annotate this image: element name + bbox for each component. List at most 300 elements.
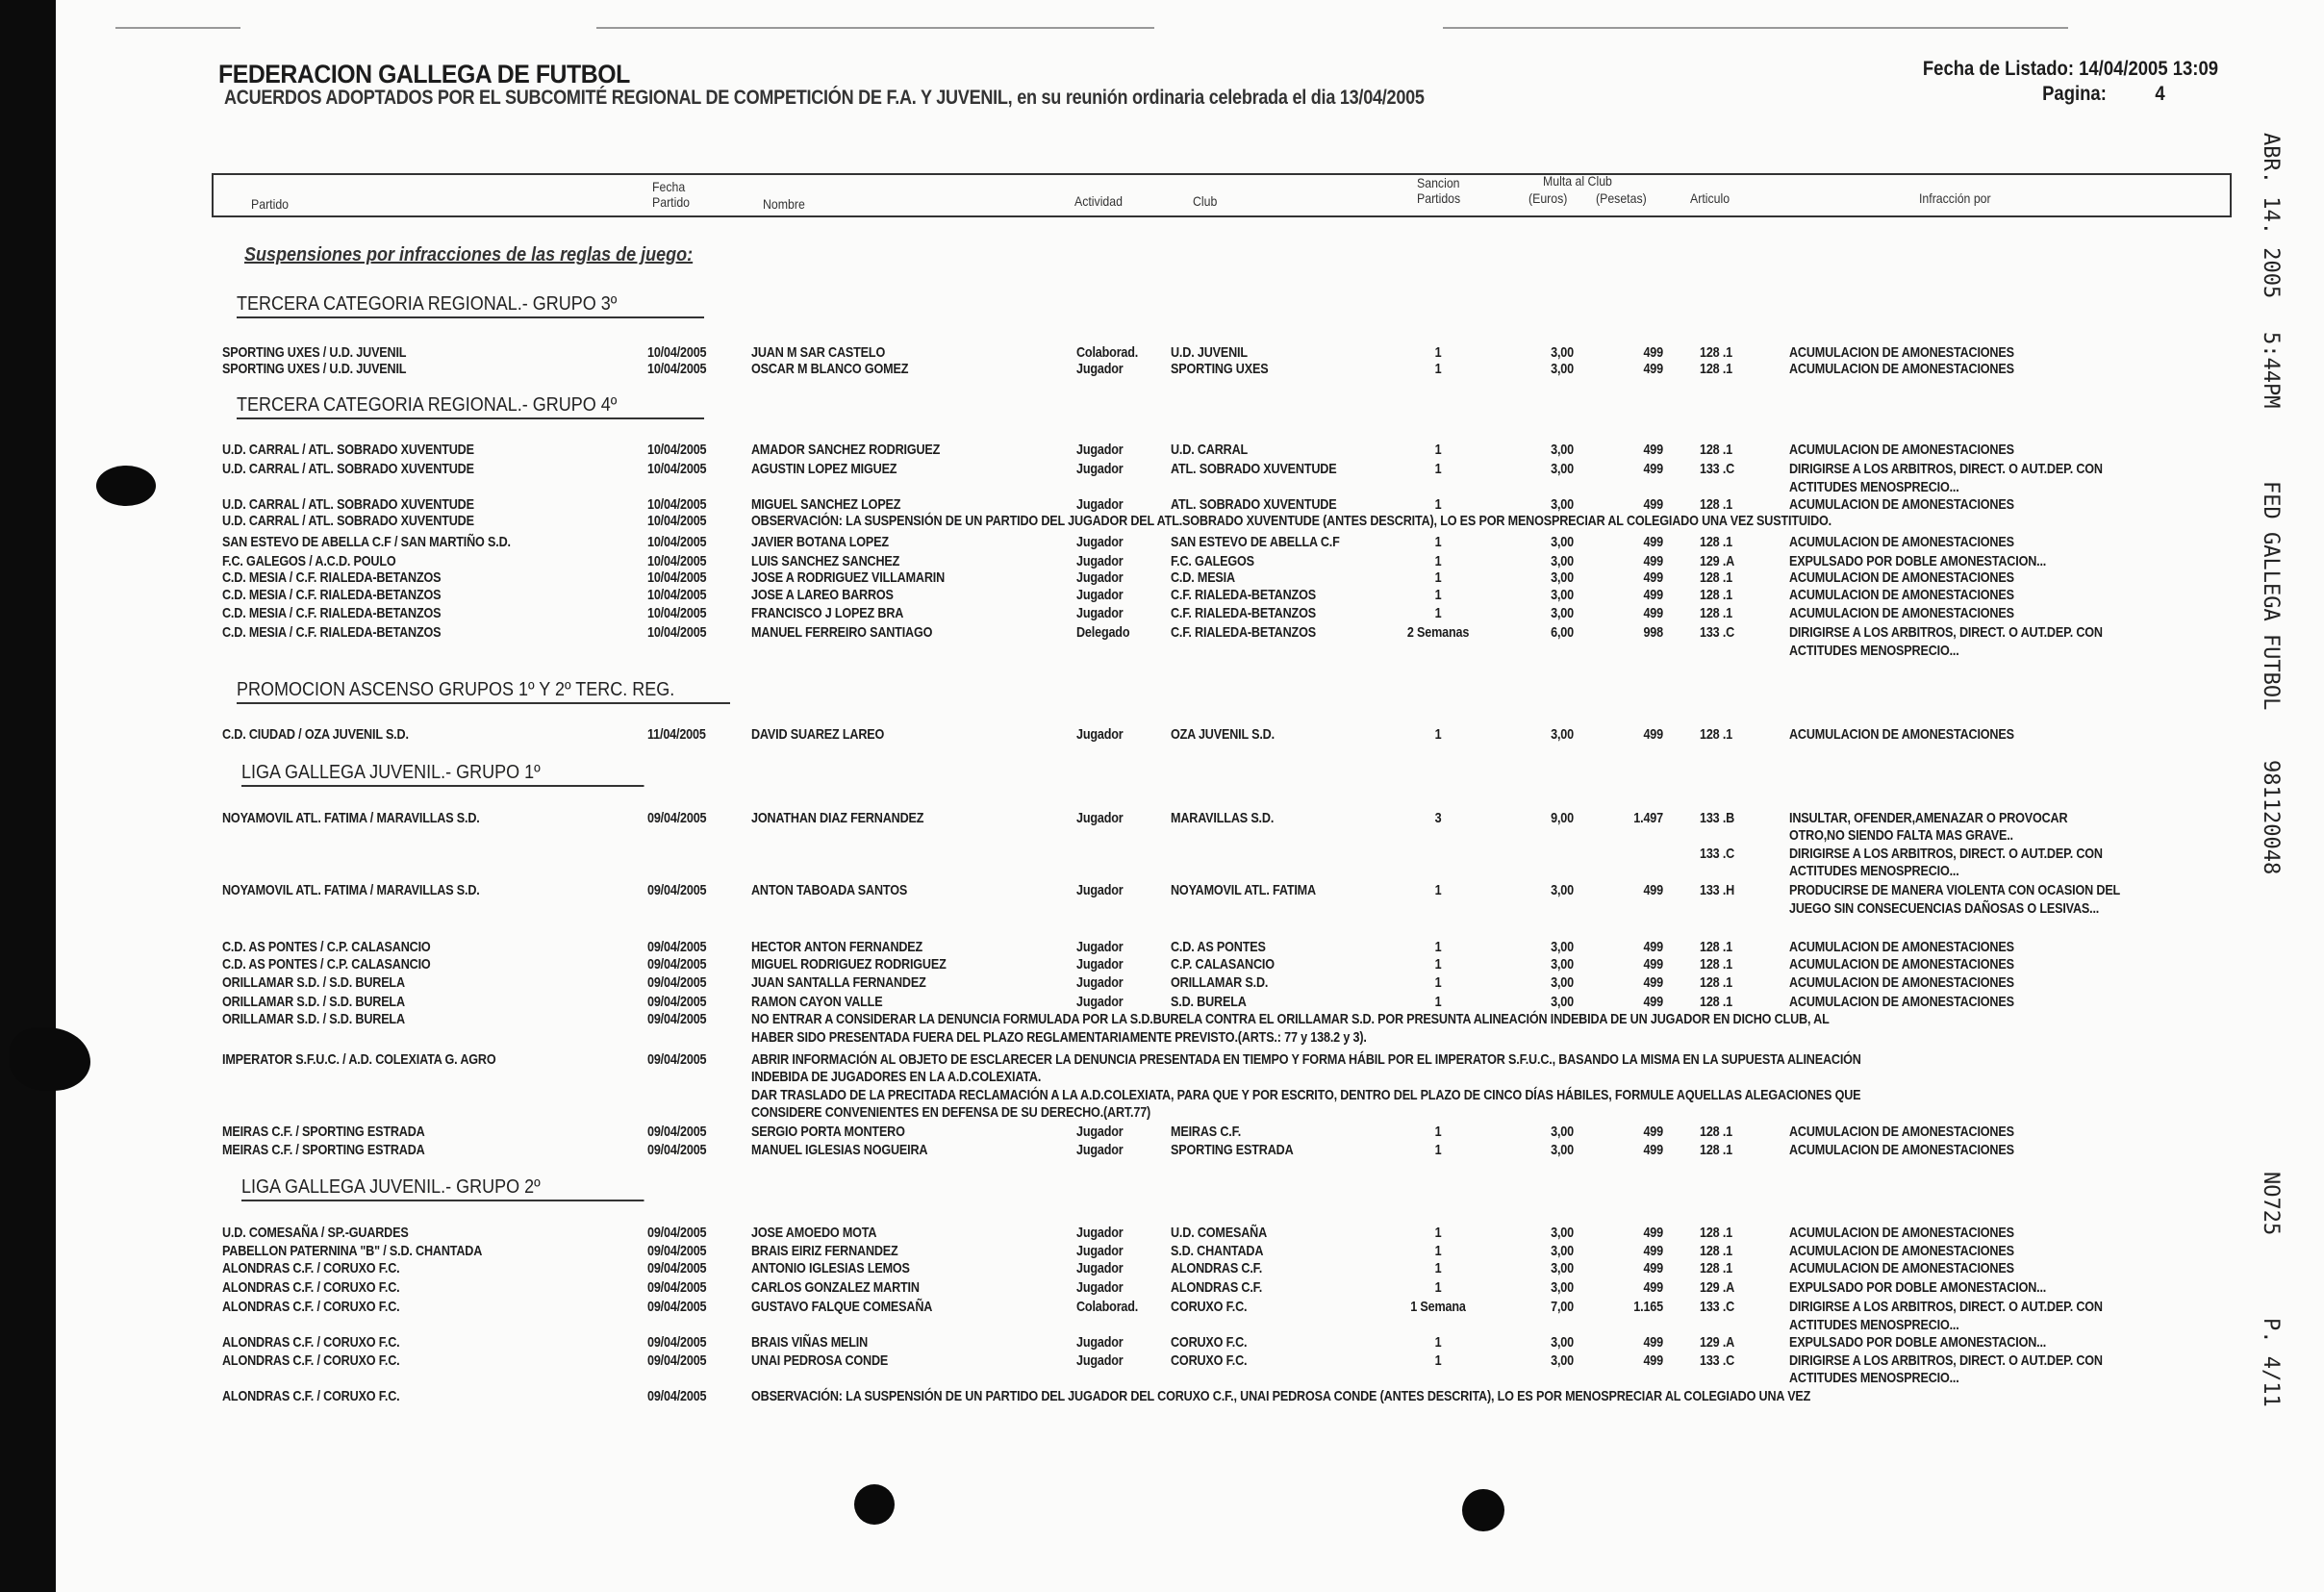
row-infraccion: ACTITUDES MENOSPRECIO... — [1789, 1370, 1959, 1387]
row-sancion: 1 — [1434, 1260, 1442, 1277]
row-multa-pesetas: 499 — [1643, 442, 1663, 459]
row-sancion: 1 — [1434, 1242, 1442, 1259]
row-multa-euros: 3,00 — [1551, 938, 1574, 955]
col-euros: (Euros) — [1528, 190, 1568, 206]
row-infraccion: ACUMULACION DE AMONESTACIONES — [1789, 938, 2014, 955]
row-fecha: 09/04/2005 — [647, 1242, 707, 1259]
row-infraccion: ACUMULACION DE AMONESTACIONES — [1789, 442, 2014, 459]
row-multa-pesetas: 499 — [1643, 1225, 1663, 1242]
group-title: LIGA GALLEGA JUVENIL.- GRUPO 2º — [241, 1176, 644, 1201]
row-multa-pesetas: 499 — [1643, 587, 1663, 604]
row-infraccion: ACUMULACION DE AMONESTACIONES — [1789, 496, 2014, 514]
row-fecha: 09/04/2005 — [647, 1050, 707, 1068]
col-fecha-partido: Partido — [652, 194, 691, 210]
row-partido: U.D. CARRAL / ATL. SOBRADO XUVENTUDE — [222, 442, 474, 459]
row-infraccion: DIRIGIRSE A LOS ARBITROS, DIRECT. O AUT.DEP. CON — [1789, 845, 2103, 862]
row-partido: U.D. CARRAL / ATL. SOBRADO XUVENTUDE — [222, 461, 474, 478]
row-actividad: Jugador — [1076, 461, 1124, 478]
row-sancion: 1 — [1434, 442, 1442, 459]
row-sancion: 1 — [1434, 1352, 1442, 1369]
row-actividad: Jugador — [1076, 553, 1124, 570]
row-articulo: 128 .1 — [1700, 938, 1733, 955]
row-partido: MEIRAS C.F. / SPORTING ESTRADA — [222, 1124, 425, 1141]
row-sancion: 1 — [1434, 938, 1442, 955]
row-multa-euros: 3,00 — [1551, 534, 1574, 550]
row-sancion: 1 — [1434, 1279, 1442, 1297]
row-partido: U.D. COMESAÑA / SP.-GUARDES — [222, 1225, 409, 1242]
row-infraccion: ACUMULACION DE AMONESTACIONES — [1789, 973, 2014, 991]
row-actividad: Jugador — [1076, 809, 1124, 826]
row-articulo: 128 .1 — [1700, 1242, 1733, 1259]
row-fecha: 10/04/2005 — [647, 461, 707, 478]
row-nombre: SERGIO PORTA MONTERO — [751, 1124, 905, 1141]
row-partido: ALONDRAS C.F. / CORUXO F.C. — [222, 1299, 400, 1316]
row-multa-pesetas: 1.165 — [1633, 1299, 1663, 1316]
row-actividad: Delegado — [1076, 624, 1130, 641]
row-fecha: 09/04/2005 — [647, 993, 707, 1010]
fax-page: P. 4/11 — [2259, 1318, 2283, 1407]
row-fecha: 09/04/2005 — [647, 809, 707, 826]
row-infraccion: DIRIGIRSE A LOS ARBITROS, DIRECT. O AUT.DEP. CON — [1789, 624, 2103, 641]
fax-number: 981120048 — [2259, 760, 2283, 875]
row-infraccion: EXPULSADO POR DOBLE AMONESTACION... — [1789, 1279, 2047, 1297]
row-infraccion: ACTITUDES MENOSPRECIO... — [1789, 1316, 1959, 1333]
row-multa-euros: 3,00 — [1551, 726, 1574, 744]
row-observation: DAR TRASLADO DE LA PRECITADA RECLAMACIÓN A LA A.D.COLEXIATA, PARA QUE Y POR ESCRITO, DENTRO DEL PLAZO DE CINCO DÍAS HÁBILES, FORMULE AQUELLAS ALEGACIONES QUE — [751, 1086, 1861, 1103]
row-infraccion: OTRO,NO SIENDO FALTA MAS GRAVE.. — [1789, 827, 2013, 845]
row-sancion: 1 — [1434, 496, 1442, 514]
row-multa-pesetas: 499 — [1643, 938, 1663, 955]
row-multa-euros: 3,00 — [1551, 587, 1574, 604]
fax-date: ABR. 14. 2005 — [2259, 133, 2283, 299]
row-club: C.P. CALASANCIO — [1171, 956, 1275, 973]
col-partido: Partido — [251, 196, 290, 212]
row-club: S.D. CHANTADA — [1171, 1242, 1264, 1259]
row-articulo: 133 .C — [1700, 1299, 1735, 1316]
row-fecha: 09/04/2005 — [647, 956, 707, 973]
row-actividad: Jugador — [1076, 1124, 1124, 1141]
row-fecha: 10/04/2005 — [647, 513, 707, 530]
row-infraccion: ACUMULACION DE AMONESTACIONES — [1789, 343, 2014, 361]
row-sancion: 1 — [1434, 587, 1442, 604]
row-articulo: 128 .1 — [1700, 496, 1733, 514]
row-multa-pesetas: 499 — [1643, 1124, 1663, 1141]
row-infraccion: ACUMULACION DE AMONESTACIONES — [1789, 569, 2014, 586]
row-articulo: 129 .A — [1700, 1334, 1735, 1352]
row-actividad: Jugador — [1076, 993, 1124, 1010]
row-sancion: 1 — [1434, 993, 1442, 1010]
row-sancion: 1 — [1434, 726, 1442, 744]
row-infraccion: ACUMULACION DE AMONESTACIONES — [1789, 587, 2014, 604]
row-articulo: 129 .A — [1700, 1279, 1735, 1297]
row-articulo: 128 .1 — [1700, 360, 1733, 377]
row-fecha: 10/04/2005 — [647, 534, 707, 550]
row-multa-pesetas: 499 — [1643, 993, 1663, 1010]
row-infraccion: ACUMULACION DE AMONESTACIONES — [1789, 726, 2014, 744]
row-actividad: Jugador — [1076, 938, 1124, 955]
row-articulo: 133 .C — [1700, 461, 1735, 478]
row-fecha: 09/04/2005 — [647, 882, 707, 899]
row-club: C.D. MESIA — [1171, 569, 1235, 586]
row-actividad: Jugador — [1076, 604, 1124, 621]
row-articulo: 128 .1 — [1700, 1225, 1733, 1242]
punch-hole-mark — [1462, 1489, 1504, 1531]
col-sancion: Sancion — [1417, 175, 1460, 190]
listing-date: Fecha de Listado: 14/04/2005 13:09 — [1922, 58, 2218, 80]
row-actividad: Jugador — [1076, 442, 1124, 459]
group-title: LIGA GALLEGA JUVENIL.- GRUPO 1º — [241, 762, 644, 787]
row-infraccion: DIRIGIRSE A LOS ARBITROS, DIRECT. O AUT.DEP. CON — [1789, 461, 2103, 478]
row-nombre: JUAN M SAR CASTELO — [751, 343, 886, 361]
row-multa-pesetas: 499 — [1643, 461, 1663, 478]
row-fecha: 10/04/2005 — [647, 442, 707, 459]
row-articulo: 128 .1 — [1700, 587, 1733, 604]
row-nombre: UNAI PEDROSA CONDE — [751, 1352, 889, 1369]
row-multa-pesetas: 499 — [1643, 496, 1663, 514]
row-club: CORUXO F.C. — [1171, 1352, 1248, 1369]
row-observation: HABER SIDO PRESENTADA FUERA DEL PLAZO REGLAMENTARIAMENTE PREVISTO.(ARTS.: 77 y 138.2 y 3). — [751, 1028, 1367, 1046]
row-club: S.D. BURELA — [1171, 993, 1247, 1010]
row-articulo: 128 .1 — [1700, 442, 1733, 459]
row-articulo: 133 .B — [1700, 809, 1735, 826]
row-actividad: Jugador — [1076, 1225, 1124, 1242]
row-club: SPORTING UXES — [1171, 360, 1269, 377]
row-actividad: Jugador — [1076, 1352, 1124, 1369]
row-infraccion: ACUMULACION DE AMONESTACIONES — [1789, 1124, 2014, 1141]
punch-hole-mark — [96, 466, 156, 506]
row-actividad: Jugador — [1076, 569, 1124, 586]
row-actividad: Colaborad. — [1076, 1299, 1139, 1316]
row-multa-euros: 3,00 — [1551, 882, 1574, 899]
row-partido: ALONDRAS C.F. / CORUXO F.C. — [222, 1387, 400, 1404]
row-articulo: 133 .H — [1700, 882, 1735, 899]
row-club: ORILLAMAR S.D. — [1171, 973, 1269, 991]
document-subtitle: ACUERDOS ADOPTADOS POR EL SUBCOMITÉ REGIONAL DE COMPETICIÓN DE F.A. Y JUVENIL, en su reunión ordinaria celebrada el dia 13/04/2005 — [224, 87, 1425, 109]
row-fecha: 09/04/2005 — [647, 1299, 707, 1316]
row-multa-pesetas: 499 — [1643, 1334, 1663, 1352]
row-sancion: 1 — [1434, 461, 1442, 478]
row-fecha: 09/04/2005 — [647, 1260, 707, 1277]
row-nombre: BRAIS EIRIZ FERNANDEZ — [751, 1242, 898, 1259]
row-actividad: Jugador — [1076, 534, 1124, 550]
row-fecha: 09/04/2005 — [647, 973, 707, 991]
row-nombre: AMADOR SANCHEZ RODRIGUEZ — [751, 442, 941, 459]
row-nombre: BRAIS VIÑAS MELIN — [751, 1334, 869, 1352]
row-partido: ORILLAMAR S.D. / S.D. BURELA — [222, 993, 405, 1010]
row-multa-euros: 3,00 — [1551, 973, 1574, 991]
row-infraccion: ACUMULACION DE AMONESTACIONES — [1789, 1242, 2014, 1259]
row-nombre: DAVID SUAREZ LAREO — [751, 726, 885, 744]
row-actividad: Jugador — [1076, 1141, 1124, 1158]
row-multa-pesetas: 499 — [1643, 553, 1663, 570]
row-fecha: 10/04/2005 — [647, 553, 707, 570]
row-articulo: 133 .C — [1700, 1352, 1735, 1369]
row-fecha: 09/04/2005 — [647, 938, 707, 955]
row-nombre: MIGUEL SANCHEZ LOPEZ — [751, 496, 901, 514]
row-partido: ORILLAMAR S.D. / S.D. BURELA — [222, 1011, 405, 1028]
row-infraccion: ACUMULACION DE AMONESTACIONES — [1789, 360, 2014, 377]
row-infraccion: ACUMULACION DE AMONESTACIONES — [1789, 1260, 2014, 1277]
row-multa-euros: 3,00 — [1551, 1225, 1574, 1242]
row-club: OZA JUVENIL S.D. — [1171, 726, 1275, 744]
row-articulo: 133 .C — [1700, 624, 1735, 641]
row-multa-pesetas: 998 — [1643, 624, 1663, 641]
row-nombre: RAMON CAYON VALLE — [751, 993, 883, 1010]
row-articulo: 128 .1 — [1700, 1260, 1733, 1277]
row-sancion: 3 — [1434, 809, 1442, 826]
row-partido: ALONDRAS C.F. / CORUXO F.C. — [222, 1279, 400, 1297]
col-club: Club — [1193, 193, 1218, 209]
row-actividad: Jugador — [1076, 726, 1124, 744]
row-articulo: 128 .1 — [1700, 993, 1733, 1010]
row-fecha: 11/04/2005 — [647, 726, 706, 744]
col-infraccion: Infracción por — [1919, 190, 1991, 206]
scan-artifact-line — [1443, 27, 2068, 29]
row-articulo: 128 .1 — [1700, 534, 1733, 550]
row-club: ALONDRAS C.F. — [1171, 1260, 1263, 1277]
row-infraccion: PRODUCIRSE DE MANERA VIOLENTA CON OCASION DEL — [1789, 882, 2121, 899]
row-nombre: LUIS SANCHEZ SANCHEZ — [751, 553, 900, 570]
row-partido: C.D. AS PONTES / C.P. CALASANCIO — [222, 956, 431, 973]
col-pesetas: (Pesetas) — [1596, 190, 1647, 206]
row-club: C.F. RIALEDA-BETANZOS — [1171, 604, 1316, 621]
row-multa-pesetas: 499 — [1643, 343, 1663, 361]
row-multa-pesetas: 499 — [1643, 360, 1663, 377]
row-sancion: 1 — [1434, 882, 1442, 899]
row-nombre: JAVIER BOTANA LOPEZ — [751, 534, 889, 550]
row-fecha: 10/04/2005 — [647, 604, 707, 621]
fax-time: 5:44PM — [2259, 332, 2283, 409]
row-club: ATL. SOBRADO XUVENTUDE — [1171, 461, 1337, 478]
group-title: TERCERA CATEGORIA REGIONAL.- GRUPO 4º — [237, 394, 704, 419]
row-articulo: 128 .1 — [1700, 1141, 1733, 1158]
row-sancion: 1 — [1434, 343, 1442, 361]
row-sancion: 1 Semana — [1410, 1299, 1466, 1316]
row-multa-euros: 3,00 — [1551, 496, 1574, 514]
row-multa-pesetas: 499 — [1643, 1279, 1663, 1297]
row-multa-pesetas: 499 — [1643, 1260, 1663, 1277]
row-nombre: JOSE A LAREO BARROS — [751, 587, 894, 604]
row-actividad: Jugador — [1076, 587, 1124, 604]
row-infraccion: ACTITUDES MENOSPRECIO... — [1789, 642, 1959, 659]
row-articulo: 128 .1 — [1700, 343, 1733, 361]
row-multa-euros: 3,00 — [1551, 956, 1574, 973]
row-partido: C.D. CIUDAD / OZA JUVENIL S.D. — [222, 726, 409, 744]
row-nombre: ANTONIO IGLESIAS LEMOS — [751, 1260, 910, 1277]
row-multa-euros: 3,00 — [1551, 1279, 1574, 1297]
row-articulo: 133 .C — [1700, 845, 1735, 862]
group-title: PROMOCION ASCENSO GRUPOS 1º Y 2º TERC. REG. — [237, 679, 730, 704]
row-club: MARAVILLAS S.D. — [1171, 809, 1275, 826]
row-multa-pesetas: 499 — [1643, 882, 1663, 899]
row-club: ALONDRAS C.F. — [1171, 1279, 1263, 1297]
row-multa-euros: 3,00 — [1551, 461, 1574, 478]
page-label: Pagina: — [2042, 83, 2107, 105]
row-infraccion: ACUMULACION DE AMONESTACIONES — [1789, 604, 2014, 621]
row-club: C.F. RIALEDA-BETANZOS — [1171, 587, 1316, 604]
fax-sender: FED GALLEGA FUTBOL — [2259, 481, 2283, 711]
row-articulo: 128 .1 — [1700, 956, 1733, 973]
row-partido: C.D. MESIA / C.F. RIALEDA-BETANZOS — [222, 569, 442, 586]
row-articulo: 128 .1 — [1700, 1124, 1733, 1141]
row-multa-euros: 3,00 — [1551, 569, 1574, 586]
row-fecha: 09/04/2005 — [647, 1124, 707, 1141]
row-multa-euros: 3,00 — [1551, 1124, 1574, 1141]
row-nombre: JOSE AMOEDO MOTA — [751, 1225, 877, 1242]
row-partido: C.D. MESIA / C.F. RIALEDA-BETANZOS — [222, 587, 442, 604]
row-sancion: 1 — [1434, 1141, 1442, 1158]
row-articulo: 129 .A — [1700, 553, 1735, 570]
row-articulo: 128 .1 — [1700, 973, 1733, 991]
scan-left-edge — [0, 0, 56, 1592]
row-infraccion: DIRIGIRSE A LOS ARBITROS, DIRECT. O AUT.DEP. CON — [1789, 1299, 2103, 1316]
row-infraccion: ACUMULACION DE AMONESTACIONES — [1789, 1141, 2014, 1158]
row-fecha: 09/04/2005 — [647, 1334, 707, 1352]
row-actividad: Jugador — [1076, 1242, 1124, 1259]
row-nombre: MIGUEL RODRIGUEZ RODRIGUEZ — [751, 956, 947, 973]
row-fecha: 09/04/2005 — [647, 1225, 707, 1242]
row-club: F.C. GALEGOS — [1171, 553, 1254, 570]
row-multa-euros: 3,00 — [1551, 1141, 1574, 1158]
col-nombre: Nombre — [763, 196, 805, 212]
row-multa-euros: 3,00 — [1551, 1334, 1574, 1352]
row-fecha: 10/04/2005 — [647, 569, 707, 586]
row-observation: NO ENTRAR A CONSIDERAR LA DENUNCIA FORMULADA POR LA S.D.BURELA CONTRA EL ORILLAMAR S.D. POR PRESUNTA ALINEACIÓN INDEBIDA DE UN JUGADOR EN DICHO CLUB, AL — [751, 1011, 1830, 1028]
col-fecha: Fecha — [652, 179, 686, 194]
row-sancion: 1 — [1434, 360, 1442, 377]
punch-hole-mark — [10, 1027, 90, 1091]
row-partido: SPORTING UXES / U.D. JUVENIL — [222, 360, 407, 377]
row-observation: CONSIDERE CONVENIENTES EN DEFENSA DE SU DERECHO.(ART.77) — [751, 1104, 1151, 1122]
row-partido: SAN ESTEVO DE ABELLA C.F / SAN MARTIÑO S.D. — [222, 534, 511, 550]
row-infraccion: JUEGO SIN CONSECUENCIAS DAÑOSAS O LESIVAS... — [1789, 899, 2100, 917]
row-nombre: AGUSTIN LOPEZ MIGUEZ — [751, 461, 897, 478]
group-title: TERCERA CATEGORIA REGIONAL.- GRUPO 3º — [237, 293, 704, 318]
row-nombre: CARLOS GONZALEZ MARTIN — [751, 1279, 920, 1297]
row-fecha: 09/04/2005 — [647, 1011, 707, 1028]
row-infraccion: ACUMULACION DE AMONESTACIONES — [1789, 956, 2014, 973]
row-multa-pesetas: 499 — [1643, 604, 1663, 621]
row-multa-pesetas: 499 — [1643, 1352, 1663, 1369]
row-club: CORUXO F.C. — [1171, 1334, 1248, 1352]
row-observation: INDEBIDA DE JUGADORES EN LA A.D.COLEXIATA. — [751, 1069, 1042, 1086]
row-sancion: 1 — [1434, 604, 1442, 621]
row-articulo: 128 .1 — [1700, 604, 1733, 621]
row-club: U.D. COMESAÑA — [1171, 1225, 1268, 1242]
row-fecha: 10/04/2005 — [647, 587, 707, 604]
row-club: SPORTING ESTRADA — [1171, 1141, 1294, 1158]
row-sancion: 1 — [1434, 1124, 1442, 1141]
row-fecha: 10/04/2005 — [647, 360, 707, 377]
row-multa-euros: 3,00 — [1551, 1352, 1574, 1369]
row-partido: ORILLAMAR S.D. / S.D. BURELA — [222, 973, 405, 991]
row-multa-pesetas: 499 — [1643, 1242, 1663, 1259]
row-partido: C.D. MESIA / C.F. RIALEDA-BETANZOS — [222, 604, 442, 621]
row-infraccion: ACTITUDES MENOSPRECIO... — [1789, 478, 1959, 495]
row-partido: ALONDRAS C.F. / CORUXO F.C. — [222, 1334, 400, 1352]
row-multa-euros: 3,00 — [1551, 993, 1574, 1010]
row-multa-pesetas: 499 — [1643, 956, 1663, 973]
row-sancion: 1 — [1434, 1334, 1442, 1352]
row-multa-euros: 9,00 — [1551, 809, 1574, 826]
row-nombre: GUSTAVO FALQUE COMESAÑA — [751, 1299, 933, 1316]
row-partido: PABELLON PATERNINA "B" / S.D. CHANTADA — [222, 1242, 483, 1259]
row-actividad: Jugador — [1076, 1334, 1124, 1352]
row-partido: U.D. CARRAL / ATL. SOBRADO XUVENTUDE — [222, 513, 474, 530]
row-actividad: Jugador — [1076, 1279, 1124, 1297]
row-multa-pesetas: 1.497 — [1633, 809, 1663, 826]
row-fecha: 09/04/2005 — [647, 1279, 707, 1297]
row-infraccion: INSULTAR, OFENDER,AMENAZAR O PROVOCAR — [1789, 809, 2068, 826]
page-number: 4 — [2155, 83, 2165, 105]
row-actividad: Jugador — [1076, 360, 1124, 377]
document-title: FEDERACION GALLEGA DE FUTBOL — [218, 60, 630, 88]
row-club: SAN ESTEVO DE ABELLA C.F — [1171, 534, 1340, 550]
col-sancion-partidos: Partidos — [1417, 190, 1461, 206]
row-partido: C.D. AS PONTES / C.P. CALASANCIO — [222, 938, 431, 955]
row-partido: NOYAMOVIL ATL. FATIMA / MARAVILLAS S.D. — [222, 882, 480, 899]
row-club: C.D. AS PONTES — [1171, 938, 1266, 955]
row-nombre: JONATHAN DIAZ FERNANDEZ — [751, 809, 924, 826]
row-actividad: Jugador — [1076, 973, 1124, 991]
row-partido: F.C. GALEGOS / A.C.D. POULO — [222, 553, 396, 570]
row-multa-euros: 3,00 — [1551, 604, 1574, 621]
row-infraccion: ACUMULACION DE AMONESTACIONES — [1789, 1225, 2014, 1242]
row-partido: ALONDRAS C.F. / CORUXO F.C. — [222, 1352, 400, 1369]
row-infraccion: EXPULSADO POR DOBLE AMONESTACION... — [1789, 1334, 2047, 1352]
row-sancion: 1 — [1434, 553, 1442, 570]
row-multa-euros: 6,00 — [1551, 624, 1574, 641]
row-sancion: 1 — [1434, 956, 1442, 973]
row-nombre: MANUEL IGLESIAS NOGUEIRA — [751, 1141, 928, 1158]
row-multa-euros: 3,00 — [1551, 1260, 1574, 1277]
row-observation: ABRIR INFORMACIÓN AL OBJETO DE ESCLARECER LA DENUNCIA PRESENTADA EN TIEMPO Y FORMA HÁBIL POR EL IMPERATOR S.F.U.C., BASANDO LA MISMA EN LA SUPUESTA ALINEACIÓN — [751, 1050, 1861, 1068]
row-observation: OBSERVACIÓN: LA SUSPENSIÓN DE UN PARTIDO DEL JUGADOR DEL CORUXO C.F., UNAI PEDROSA CONDE (ANTES DESCRITA), LO ES POR MENOSPRECIAR AL COLEGIADO UNA VEZ — [751, 1387, 1811, 1404]
row-club: C.F. RIALEDA-BETANZOS — [1171, 624, 1316, 641]
row-actividad: Jugador — [1076, 956, 1124, 973]
col-articulo: Articulo — [1690, 190, 1730, 206]
row-multa-pesetas: 499 — [1643, 726, 1663, 744]
row-multa-pesetas: 499 — [1643, 569, 1663, 586]
row-multa-euros: 7,00 — [1551, 1299, 1574, 1316]
row-nombre: HECTOR ANTON FERNANDEZ — [751, 938, 923, 955]
row-club: CORUXO F.C. — [1171, 1299, 1248, 1316]
row-infraccion: ACTITUDES MENOSPRECIO... — [1789, 863, 1959, 880]
row-articulo: 128 .1 — [1700, 726, 1733, 744]
row-nombre: OSCAR M BLANCO GOMEZ — [751, 360, 909, 377]
col-multa: Multa al Club — [1543, 173, 1612, 189]
row-partido: MEIRAS C.F. / SPORTING ESTRADA — [222, 1141, 425, 1158]
row-multa-euros: 3,00 — [1551, 1242, 1574, 1259]
row-fecha: 09/04/2005 — [647, 1387, 707, 1404]
row-multa-euros: 3,00 — [1551, 553, 1574, 570]
row-actividad: Colaborad. — [1076, 343, 1139, 361]
row-sancion: 2 Semanas — [1406, 624, 1470, 641]
row-partido: SPORTING UXES / U.D. JUVENIL — [222, 343, 407, 361]
row-club: NOYAMOVIL ATL. FATIMA — [1171, 882, 1316, 899]
row-infraccion: DIRIGIRSE A LOS ARBITROS, DIRECT. O AUT.DEP. CON — [1789, 1352, 2103, 1369]
scan-artifact-line — [596, 27, 1154, 29]
row-multa-pesetas: 499 — [1643, 1141, 1663, 1158]
row-articulo: 128 .1 — [1700, 569, 1733, 586]
row-partido: NOYAMOVIL ATL. FATIMA / MARAVILLAS S.D. — [222, 809, 480, 826]
row-multa-pesetas: 499 — [1643, 534, 1663, 550]
col-actividad: Actividad — [1074, 193, 1123, 209]
row-fecha: 10/04/2005 — [647, 624, 707, 641]
row-sancion: 1 — [1434, 973, 1442, 991]
row-sancion: 1 — [1434, 569, 1442, 586]
row-club: MEIRAS C.F. — [1171, 1124, 1242, 1141]
